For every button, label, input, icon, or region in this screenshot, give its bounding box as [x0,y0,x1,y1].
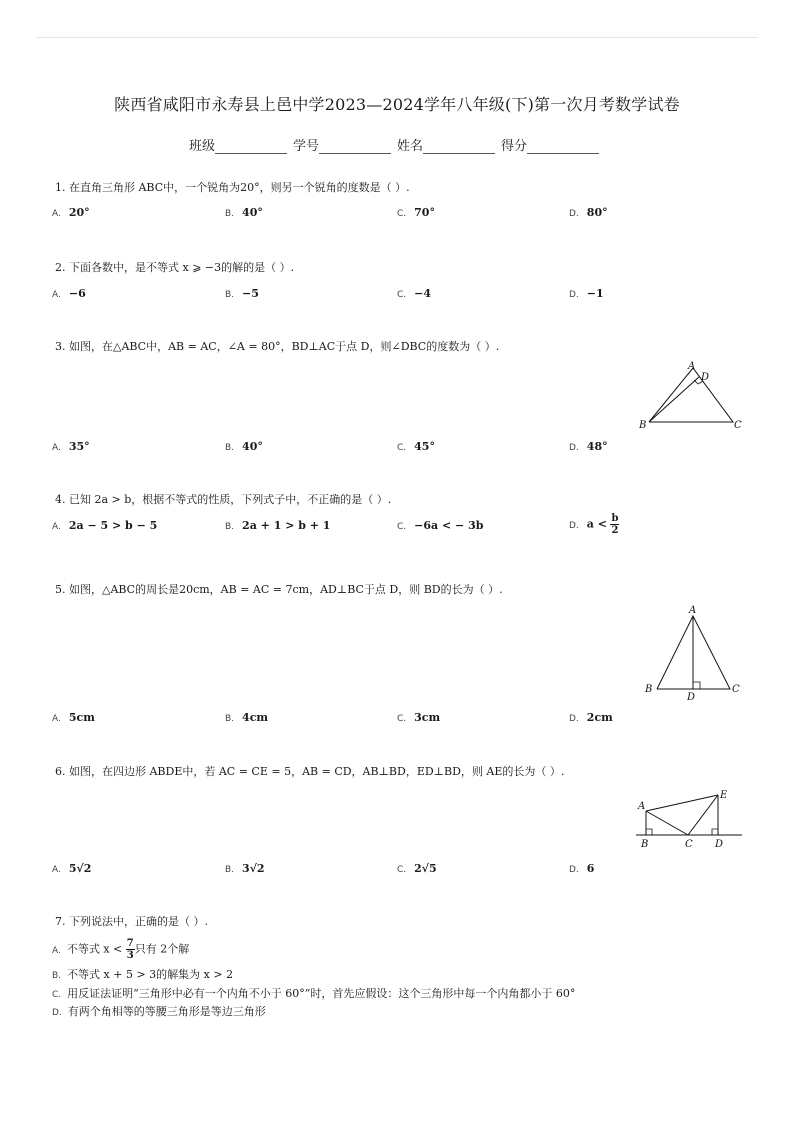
q7-option-a[interactable]: A. 不等式 x < $\frac{7}{3}$ 只有 2个解 [52,938,190,961]
question-6-stem: 6. 如图，在四边形 ABDE中，若 AC = CE = 5，AB = CD，AB⊥BD，ED⊥BD，则 AE的长为（ ）. [55,765,565,778]
q2-option-b[interactable]: B. −5 [225,287,259,300]
q6-right-angle-b [646,829,652,835]
name-blank[interactable] [423,139,495,154]
q2-option-a[interactable]: A. −6 [52,287,86,300]
class-label: 班级 [188,139,215,154]
q4-d-fraction: $\frac{b}{2}$ [611,513,619,536]
question-2-stem: 2. 下面各数中，是不等式 x ⩾ −3的解的是（ ）. [55,261,295,274]
top-divider [36,37,758,38]
number-label: 学号 [292,139,319,154]
q3-label-c: C [734,420,742,431]
q6-label-d: D [715,839,724,850]
q3-option-a[interactable]: A. 35° [52,440,90,453]
q7-a-fraction: $\frac{7}{3}$ [126,938,134,961]
q4-option-a[interactable]: A. 2a − 5 > b − 5 [52,519,158,532]
q1-option-a[interactable]: A. 20° [52,206,90,219]
q5-option-d[interactable]: D. 2cm [569,711,613,724]
q7-option-c[interactable]: C. 用反证法证明“三角形中必有一个内角不小于 60°”时，首先应假设：这个三角形中每一个内角都小于 60° [52,987,576,1000]
question-4-stem: 4. 已知 2a > b，根据不等式的性质，下列式子中，不正确的是（ ）. [55,493,392,506]
q3-label-b: B [639,420,647,431]
class-blank[interactable] [215,139,287,154]
score-blank[interactable] [527,139,599,154]
q2-option-c[interactable]: C. −4 [397,287,432,300]
q4-option-b[interactable]: B. 2a + 1 > b + 1 [225,519,331,532]
q5-option-c[interactable]: C. 3cm [397,711,441,724]
q4-option-c[interactable]: C. −6a < − 3b [397,519,484,532]
q7-option-d[interactable]: D. 有两个角相等的等腰三角形是等边三角形 [52,1005,266,1018]
q7-option-b[interactable]: B. 不等式 x + 5 > 3的解集为 x > 2 [52,968,234,981]
question-7-stem: 7. 下列说法中，正确的是（ ）. [55,915,208,928]
q5-option-a[interactable]: A. 5cm [52,711,95,724]
q3-option-c[interactable]: C. 45° [397,440,435,453]
q5-right-angle-mark [693,682,700,689]
q3-triangle-figure [636,358,746,434]
q6-label-c: C [685,839,693,850]
q6-label-e: E [720,790,728,801]
q5-triangle-figure [640,600,750,706]
q3-segment-bd [649,377,699,422]
q5-label-a: A [689,605,697,616]
q1-option-c[interactable]: C. 70° [397,206,435,219]
q6-option-d[interactable]: D. 6 [569,862,595,875]
q3-triangle-abc [649,368,733,422]
q3-option-b[interactable]: B. 40° [225,440,263,453]
q3-option-d[interactable]: D. 48° [569,440,608,453]
q6-option-c[interactable]: C. 2√5 [397,862,437,875]
q2-option-d[interactable]: D. −1 [569,287,604,300]
q5-label-b: B [645,684,653,695]
score-label: 得分 [501,139,528,154]
q6-quadrilateral-figure [632,784,746,854]
q6-label-a: A [638,801,646,812]
q5-label-d: D [687,692,696,703]
question-3-stem: 3. 如图，在△ABC中，AB = AC，∠A = 80°，BD⊥AC于点 D，则∠DBC的度数为（ ）. [55,340,500,353]
student-info-row [0,135,794,154]
page-title: 陕西省咸阳市永寿县上邑中学2023—2024学年八年级(下)第一次月考数学试卷 [114,95,680,114]
q4-option-d[interactable]: D. a < $\frac{b}{2}$ [569,513,619,536]
q1-option-d[interactable]: D. 80° [569,206,608,219]
number-blank[interactable] [319,139,391,154]
question-1-stem: 1. 在直角三角形 ABC中，一个锐角为20°，则另一个锐角的度数是（ ）. [55,181,410,194]
q6-option-b[interactable]: B. 3√2 [225,862,265,875]
question-5-stem: 5. 如图，△ABC的周长是20cm，AB = AC = 7cm，AD⊥BC于点 D，则 BD的长为（ ）. [55,583,503,596]
q6-label-b: B [641,839,649,850]
name-label: 姓名 [397,139,424,154]
q5-label-c: C [732,684,740,695]
q3-label-a: A [688,361,696,372]
q1-option-b[interactable]: B. 40° [225,206,263,219]
q6-option-a[interactable]: A. 5√2 [52,862,92,875]
q3-label-d: D [701,372,710,383]
q6-right-angle-d [712,829,718,835]
q5-option-b[interactable]: B. 4cm [225,711,269,724]
